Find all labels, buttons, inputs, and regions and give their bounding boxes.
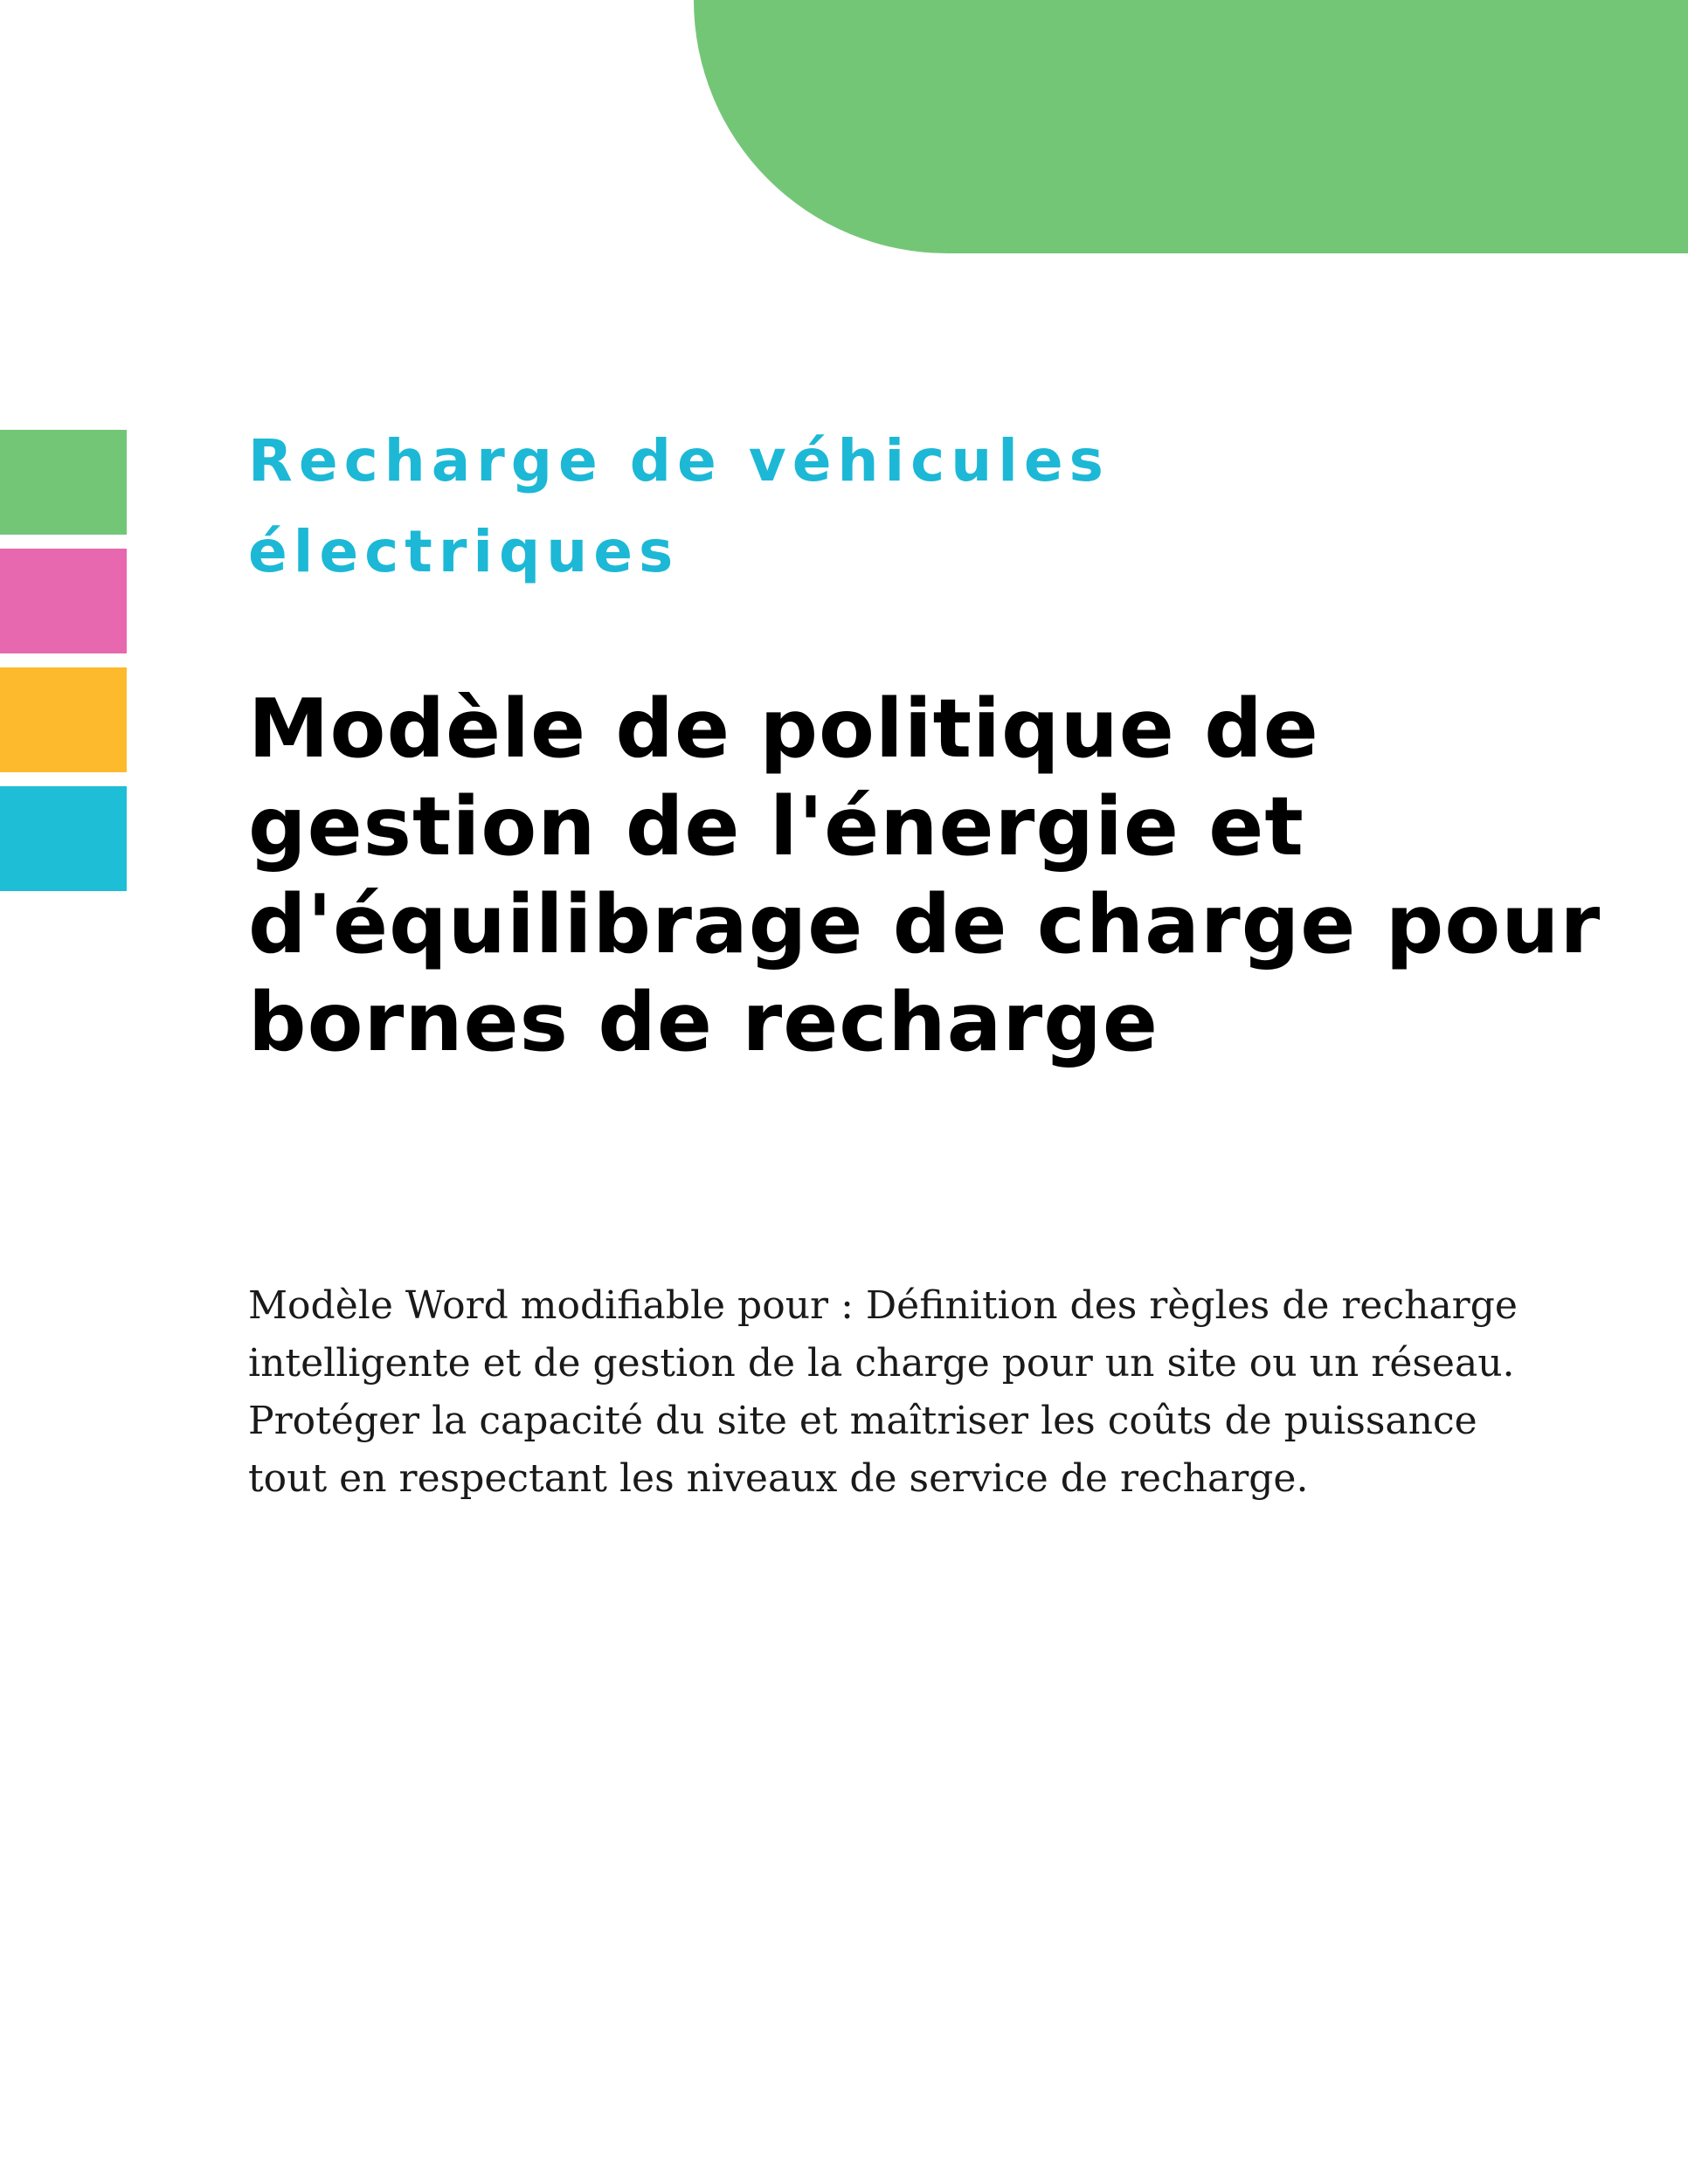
cyan-swatch [0,786,127,891]
pink-swatch [0,549,127,653]
yellow-swatch [0,667,127,772]
decorative-green-shape [694,0,1688,253]
document-description: Modèle Word modifiable pour : Définition des règles de recharge intelligente et de gestion de la charge pour un site ou un réseau. Protéger la capacité du site et maîtriser les coûts de puissance tout en respectant les niveaux de service de recharge. [248,1283,1518,1501]
document-subtitle: Recharge de véhicules électriques [248,427,1110,585]
color-swatch-bar [0,430,127,905]
document-title: Modèle de politique de gestion de l'énergie et d'équilibrage de charge pour bornes de recharge [248,681,1602,1069]
green-swatch [0,430,127,535]
